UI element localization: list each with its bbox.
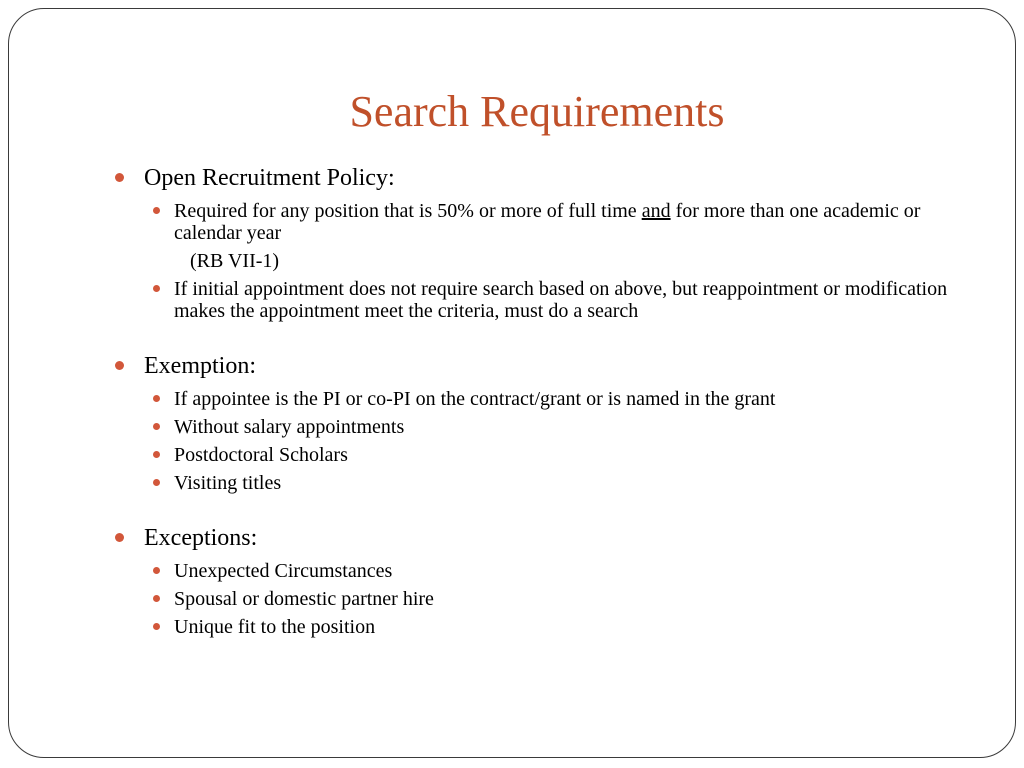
list-item: [112, 616, 992, 638]
list-item-text: If appointee is the PI or co-PI on the contract/grant or is named in the grant: [174, 388, 776, 410]
section-open-recruitment: [112, 162, 992, 322]
bullet-icon: [115, 361, 124, 370]
list-item-text: Postdoctoral Scholars: [174, 444, 348, 466]
section-heading-text: Open Recruitment Policy:: [144, 165, 395, 191]
slide-title: Search Requirements: [349, 87, 725, 136]
list-item-text: Without salary appointments: [174, 416, 405, 438]
section-heading: [112, 522, 992, 554]
bullet-icon: [153, 479, 160, 486]
reference-text: (RB VII-1): [190, 250, 280, 272]
bullet-icon: [153, 423, 160, 430]
list-item: [112, 200, 992, 244]
bullet-icon: [153, 567, 160, 574]
section-heading-text: Exceptions:: [144, 525, 258, 551]
list-item-text-after: for more than one academic or calendar year: [174, 200, 921, 244]
list-item-text: Unexpected Circumstances: [174, 560, 393, 582]
list-item: [112, 588, 992, 610]
bullet-icon: [115, 173, 124, 182]
section-exemption: [112, 350, 992, 494]
list-item-text: Unique fit to the position: [174, 616, 376, 638]
section-exceptions: [112, 522, 992, 638]
list-item-text: If initial appointment does not require search based on above, but reappointment or modification makes the appointment meet the criteria, must do a search: [174, 278, 948, 322]
list-item-emphasis: and: [641, 200, 671, 222]
section-heading: [112, 350, 992, 382]
bullet-icon: [153, 395, 160, 402]
bullet-icon: [153, 285, 160, 292]
list-item: [112, 560, 992, 582]
list-item: [112, 444, 992, 466]
bullet-icon: [153, 623, 160, 630]
section-heading-text: Exemption:: [144, 353, 256, 379]
slide-content: [112, 162, 992, 638]
bullet-icon: [153, 595, 160, 602]
list-item: [112, 472, 992, 494]
bullet-icon: [115, 533, 124, 542]
list-item-text: Spousal or domestic partner hire: [174, 588, 434, 610]
list-item: [112, 416, 992, 438]
section-heading: [112, 162, 992, 194]
bullet-icon: [153, 207, 160, 214]
list-item: [112, 278, 992, 322]
bullet-icon: [153, 451, 160, 458]
list-item-text: Visiting titles: [174, 472, 282, 494]
list-item-text-before: Required for any position that is 50% or more of full time: [174, 200, 642, 222]
list-item: [112, 388, 992, 410]
